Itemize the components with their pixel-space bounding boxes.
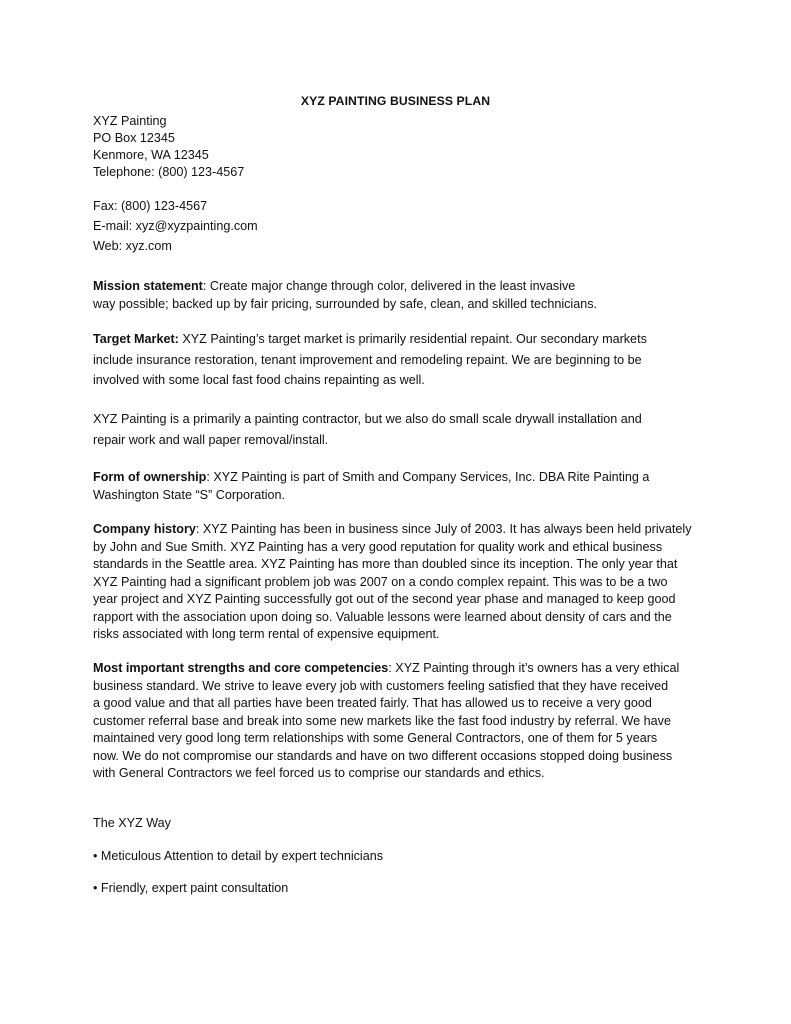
email: E-mail: xyz@xyzpainting.com: [93, 219, 258, 233]
history-text: standards in the Seattle area. XYZ Painting has more than doubled since its inception. The only year that: [93, 557, 678, 571]
target-market-text: include insurance restoration, tenant improvement and remodeling repaint. We are beginning to be: [93, 352, 642, 367]
target-market-text: involved with some local fast food chains repainting as well.: [93, 373, 425, 387]
strengths-text: business standard. We strive to leave every job with customers feeling satisfied that they have received: [93, 678, 669, 693]
history-text: risks associated with long term rental of expensive equipment.: [93, 627, 440, 641]
strengths-text: customer referral base and break into some new markets like the fast food industry by referral. We have: [93, 713, 671, 728]
web: Web: xyz.com: [93, 239, 172, 253]
mission-text: way possible; backed up by fair pricing, surrounded by safe, clean, and skilled technicians.: [93, 296, 598, 311]
ownership-text: Washington State “S” Corporation.: [93, 487, 286, 502]
history-text: year project and XYZ Painting successfully got out of the second year phase and managed to keep good: [93, 592, 676, 606]
services-text: repair work and wall paper removal/install.: [93, 432, 329, 447]
telephone: Telephone: (800) 123-4567: [93, 165, 245, 179]
company-name: XYZ Painting: [93, 114, 167, 128]
history-text: : XYZ Painting has been in business since July of 2003. It has always been held privately: [195, 522, 692, 536]
ownership-label: Form of ownership: [93, 470, 207, 484]
city-state-zip: Kenmore, WA 12345: [93, 148, 209, 162]
document-title: XYZ PAINTING BUSINESS PLAN: [300, 94, 491, 108]
strengths-text: a good value and that all parties have been treated fairly. That has allowed us to receive a very good: [93, 696, 652, 710]
target-market: [93, 329, 703, 391]
po-box: PO Box 12345: [93, 131, 175, 145]
fax: Fax: (800) 123-4567: [93, 199, 208, 213]
strengths-competencies: [93, 660, 703, 783]
strengths-text: with General Contractors we feel forced us to comprise our standards and ethics.: [93, 766, 545, 780]
mission-statement: [93, 278, 703, 313]
services-text: XYZ Painting is a primarily a painting contractor, but we also do small scale drywall installation and: [93, 412, 642, 426]
strengths-text: maintained very good long term relationships with some General Contractors, one of them for 5 years: [93, 731, 658, 745]
bullet-item: • Meticulous Attention to detail by expert technicians: [93, 849, 384, 863]
company-history: [93, 521, 703, 644]
history-text: XYZ Painting had a significant problem job was 2007 on a condo complex repaint. This was to be a two: [93, 574, 668, 589]
strengths-text: : XYZ Painting through it’s owners has a very ethical: [388, 661, 680, 675]
services-paragraph: [93, 409, 703, 450]
target-market-text: XYZ Painting’s target market is primarily residential repaint. Our secondary markets: [178, 332, 647, 346]
strengths-text: now. We do not compromise our standards and have on two different occasions stopped doing business: [93, 748, 673, 763]
target-market-label: Target Market:: [93, 332, 179, 346]
ownership-text: : XYZ Painting is part of Smith and Company Services, Inc. DBA Rite Painting a: [206, 470, 650, 484]
strengths-label: Most important strengths and core competencies: [93, 661, 389, 675]
mission-text: : Create major change through color, delivered in the least invasive: [202, 279, 576, 293]
history-text: by John and Sue Smith. XYZ Painting has a very good reputation for quality work and ethical business: [93, 539, 663, 554]
history-label: Company history: [93, 522, 196, 536]
bullet-item: • Friendly, expert paint consultation: [93, 881, 289, 895]
history-text: rapport with the association upon doing so. Valuable lessons were learned about density of cars and the: [93, 609, 672, 624]
form-of-ownership: [93, 469, 703, 504]
xyz-way-heading: The XYZ Way: [93, 816, 171, 830]
mission-label: Mission statement: [93, 279, 203, 293]
